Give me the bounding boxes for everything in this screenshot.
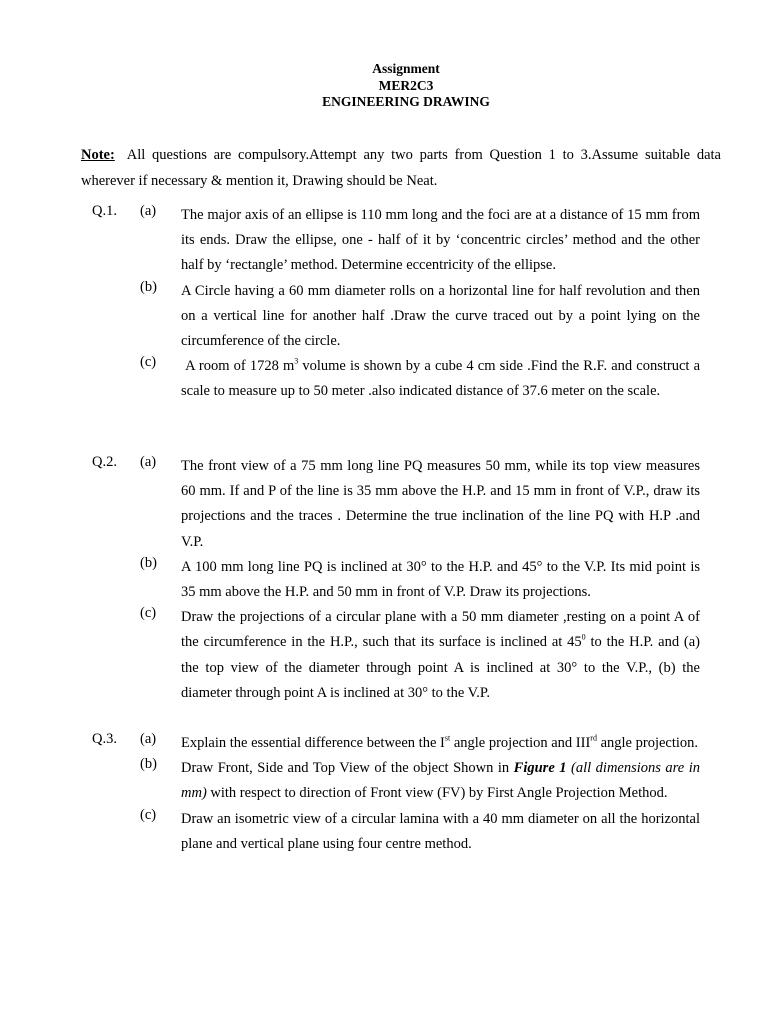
part-text-end: volume is shown by a cube 4 cm side .Find the R.F. and construct a scale to measure up to 50 meter .also indicated distance of 37.6 meter on the scale. [181,358,701,400]
question-part [0,807,768,857]
question-part [0,354,768,404]
question-part [0,454,768,555]
part-text-start: Explain the essential difference between the I [181,735,445,751]
question-part [0,203,768,279]
header-subject: ENGINEERING DRAWING [322,94,490,109]
document-header [0,61,768,111]
note-text: All questions are compulsory.Attempt any two parts from Question 1 to 3.Assume suitable data wherever if necessary & mention it, Drawing should be Neat. [81,147,721,189]
part-label: (c) [140,605,157,622]
part-label: (c) [140,806,157,823]
part-text [181,354,700,404]
part-text-end: angle projection. [596,735,699,751]
question-number: Q.2. [92,454,117,470]
part-text-middle: angle projection and III [450,735,591,751]
part-label: (a) [140,731,157,747]
question-part [0,731,768,756]
question-2 [0,454,768,706]
part-label: (b) [140,278,157,295]
question-part [0,555,768,605]
note-label: Note: [81,147,115,163]
question-1 [0,203,768,405]
part-text [181,605,700,706]
figure-reference: Figure 1 [513,760,567,777]
superscript: 0 [581,633,586,643]
part-label: (b) [140,554,157,571]
part-text [181,731,700,756]
part-text-start: Draw Front, Side and Top View of the object Shown in [181,760,514,777]
superscript: st [444,733,451,743]
question-part [0,279,768,355]
superscript: 3 [294,356,299,366]
part-text-end: to the H.P. and (a) the top view of the diameter through point A is inclined at 30° to the V.P., (b) the diameter through point A is inclined at 30° to the V.P. [181,634,701,701]
part-text: The front view of a 75 mm long line PQ measures 50 mm, while its top view measures 60 mm. If and P of the line is 35 mm above the H.P. and 15 mm in front of V.P., draw its projections and the traces . Determine the true inclination of the line PQ with H.P .and V.P. [181,458,700,550]
part-text [181,756,700,806]
question-3 [0,731,768,857]
question-number: Q.1. [92,203,117,219]
part-text-end: with respect to direction of Front view (FV) by First Angle Projection Method. [206,785,668,802]
header-course-code: MER2C3 [378,77,434,93]
part-label: (c) [140,354,157,371]
question-part [0,605,768,706]
part-text: A Circle having a 60 mm diameter rolls on a horizontal line for half revolution and then on a vertical line for another half .Draw the curve traced out by a point lying on the circumference of the circle. [181,282,700,350]
instructions-note [81,143,721,194]
part-text: Draw an isometric view of a circular lamina with a 40 mm diameter on all the horizontal plane and vertical plane using four centre method. [181,810,700,852]
part-text: A 100 mm long line PQ is inclined at 30° to the H.P. and 45° to the V.P. Its mid point is 35 mm above the H.P. and 50 mm in front of V.P. Draw its projections. [181,558,700,601]
part-text: The major axis of an ellipse is 110 mm long and the foci are at a distance of 15 mm from its ends. Draw the ellipse, one - half of it by ‘concentric circles’ method and the other half by ‘rectangle’ method. Determine eccentricity of the ellipse. [181,207,700,274]
part-text-start: Draw the projections of a circular plane with a 50 mm diameter ,resting on a point A of the circumference in the H.P., such that its surface is inclined at 45 [181,609,700,651]
part-text-start: A room of 1728 m [185,358,295,375]
part-label: (b) [140,756,157,773]
superscript: rd [590,733,597,743]
dimensions-note: (all dimensions are in mm) [181,760,700,802]
question-number: Q.3. [92,731,117,747]
header-title: Assignment [372,61,440,76]
part-label: (a) [140,454,157,470]
question-part [0,756,768,806]
part-label: (a) [140,203,157,219]
